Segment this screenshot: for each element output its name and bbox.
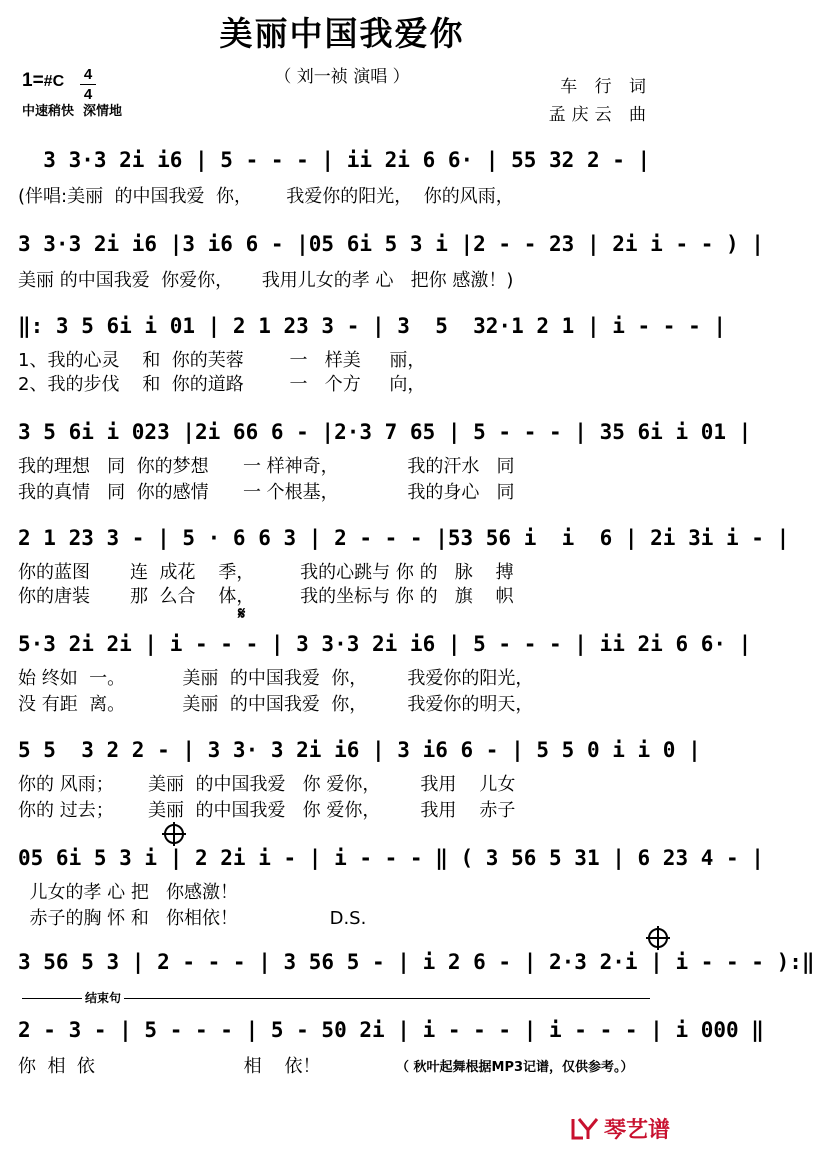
lyrics-row-10: 你 相 依 相 依！: [18, 1056, 321, 1077]
song-title: 美丽中国我爱你: [219, 14, 465, 53]
time-bottom: 4: [83, 86, 93, 103]
lyrics-row-4-verse-2: 我的真情 同 你的感情 一 个根基， 我的身心 同: [18, 482, 515, 503]
coda-sign-icon: [164, 824, 184, 844]
lyrics-row-1: (伴唱:美丽 的中国我爱 你， 我爱你的阳光， 你的风雨，: [18, 186, 514, 207]
segno-sign: 𝄋: [238, 604, 246, 624]
lyrics-row-3-verse-1: 1、我的心灵 和 你的芙蓉 一 样美 丽，: [18, 350, 426, 371]
score-row-2: 3 3·3 2i i6 |3 i6 6 - |05 6i 5 3 i |2 - - 23 | 2i i - - ) |: [18, 232, 764, 256]
time-signature: [80, 66, 96, 103]
score-row-9: 3 56 5 3 | 2 - - - | 3 56 5 - | i 2 6 - | 2·3 2·i | i - - - ):‖: [18, 950, 815, 974]
lyrics-row-5-verse-2: 你的唐装 那 么合 体， 我的坐标与 你 的 旗 帜: [18, 586, 514, 607]
logo-mark-icon: [570, 1116, 600, 1142]
score-row-6: 5·3 2i 2i | i - - - | 3 3·3 2i i6 | 5 - - - | ii 2i 6 6· |: [18, 632, 752, 656]
lyrics-row-3-verse-2: 2、我的步伐 和 你的道路 一 个方 向，: [18, 374, 426, 395]
score-row-5: 2 1 23 3 - | 5 · 6 6 3 | 2 - - - |53 56 i i 6 | 2i 3i i - |: [18, 526, 790, 550]
lyricist-credit: 车 行 词: [560, 77, 652, 97]
lyrics-row-8-verse-2: 赤子的胸 怀 和 你相依！ D.S.: [18, 908, 367, 929]
lyrics-row-4-verse-1: 我的理想 同 你的梦想 一 样神奇， 我的汗水 同: [18, 456, 515, 477]
score-row-7: 5 5 3 2 2 - | 3 3· 3 2i i6 | 3 i6 6 - | 5 5 0 i i 0 |: [18, 738, 701, 762]
time-top: 4: [83, 66, 93, 83]
key-value: #C: [43, 73, 65, 90]
key-label: 1=: [22, 70, 44, 91]
tempo-marking: 中速稍快 深情地: [22, 104, 123, 119]
transcription-footnote: （ 秋叶起舞根据MP3记谱，仅供参考。）: [396, 1060, 634, 1075]
composer-credit: 孟庆云 曲: [548, 105, 652, 125]
lyrics-row-5-verse-1: 你的蓝图 连 成花 季， 我的心跳与 你 的 脉 搏: [18, 562, 514, 583]
lyrics-row-6-verse-1: 始 终如 一。 美丽 的中国我爱 你， 我爱你的阳光，: [18, 668, 534, 689]
score-row-3: ‖: 3 5 6i i 01 | 2 1 23 3 - | 3 5 32·1 2 1 | i - - - |: [18, 314, 727, 338]
lyrics-row-7-verse-2: 你的 过去； 美丽 的中国我爱 你 爱你， 我用 赤子: [18, 800, 516, 821]
logo-text: 琴艺谱: [603, 1118, 670, 1143]
lyrics-row-6-verse-2: 没 有距 离。 美丽 的中国我爱 你， 我爱你的明天，: [18, 694, 534, 715]
coda-sign-icon: [648, 928, 668, 948]
ending-label: 结束句: [82, 989, 124, 1006]
score-row-10: 2 - 3 - | 5 - - - | 5 - 50 2i | i - - - | i - - - | i 000 ‖: [18, 1018, 764, 1042]
singer-credit: （ 刘一祯 演唱 ）: [274, 67, 410, 87]
lyrics-row-2: 美丽 的中国我爱 你爱你， 我用儿女的孝 心 把你 感激！): [18, 270, 514, 291]
score-row-8: 05 6i 5 3 i | 2 2i i - | i - - - ‖ ( 3 56 5 31 | 6 23 4 - |: [18, 846, 764, 870]
key-signature: [22, 70, 64, 92]
score-row-1: 3 3·3 2i i6 | 5 - - - | ii 2i 6 6· | 55 32 2 - |: [18, 148, 651, 172]
lyrics-row-7-verse-1: 你的 风雨； 美丽 的中国我爱 你 爱你， 我用 儿女: [18, 774, 516, 795]
lyrics-row-8-verse-1: 儿女的孝 心 把 你感激！: [18, 882, 239, 903]
site-logo: [570, 1113, 670, 1144]
score-row-4: 3 5 6i i 023 |2i 66 6 - |2·3 7 65 | 5 - - - | 35 6i i 01 |: [18, 420, 752, 444]
